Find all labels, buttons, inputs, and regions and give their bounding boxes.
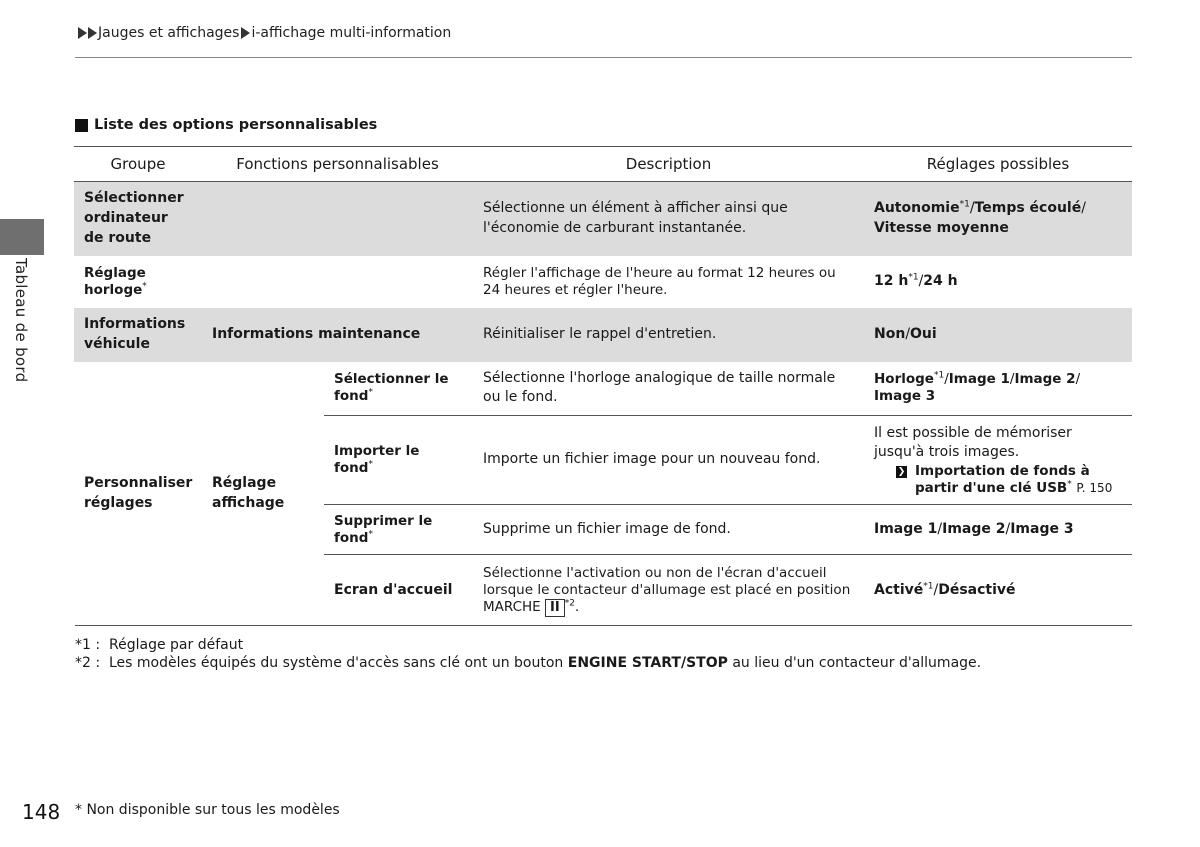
cell-settings: Activé$^{*1}$/Désactivé (874, 581, 1016, 598)
cell-description: Importe un fichier image pour un nouveau fond. (473, 416, 864, 505)
options-table (74, 146, 1132, 627)
cell-settings: Horloge$^{*1}$/Image 1/Image 2/ Image 3 (864, 362, 1132, 416)
header-settings: Réglages possibles (864, 147, 1132, 182)
breadcrumb-item: Jauges et affichages (98, 25, 240, 41)
triangle-right-icon (78, 27, 87, 39)
cell-description: Sélectionne l'activation ou non de l'écran d'accueil lorsque le contacteur d'allumage est placé en position MARCHE II $^{*2}$. (483, 564, 851, 615)
cell-description: Régler l'affichage de l'heure au format 12 heures ou 24 heures et régler l'heure. (483, 264, 836, 298)
cell-settings: Image 1/Image 2/Image 3 (864, 505, 1132, 555)
table-header-row (74, 147, 1132, 182)
triangle-right-icon (88, 27, 97, 39)
header-divider (75, 57, 1132, 58)
table-notes (75, 636, 981, 672)
cell-group: Sélectionner ordinateur de route (74, 182, 202, 256)
table-row (74, 256, 1132, 308)
cell-function (202, 182, 473, 256)
note-2: *2 : Les modèles équipés du système d'accès sans clé ont un bouton ENGINE START/STOP au lieu d'un contacteur d'allumage. (75, 655, 982, 671)
header-group: Groupe (74, 147, 202, 182)
note-1: *1 : Réglage par défaut (75, 637, 244, 653)
header-functions: Fonctions personnalisables (202, 147, 473, 182)
cell-group: Personnaliser réglages (84, 475, 193, 511)
breadcrumb-item: i-affichage multi-information (251, 25, 452, 41)
breadcrumb (78, 25, 453, 41)
cell-subfunction: Sélectionner le fond* (324, 362, 473, 416)
chapter-label: Tableau de bord (12, 258, 30, 383)
cell-subfunction: Importer le fond* (324, 416, 473, 505)
settings-text: Il est possible de mémoriser jusqu'à trois images. (874, 424, 1072, 461)
cell-group: Informations véhicule (74, 308, 202, 362)
cell-subfunction: Ecran d'accueil (334, 581, 453, 598)
cell-group: Réglage horloge* (84, 264, 147, 298)
triangle-right-icon (241, 27, 250, 39)
cell-function: Informations maintenance (202, 308, 473, 362)
cell-settings (864, 416, 1132, 505)
table-bottom-border (75, 625, 1132, 626)
table-row (74, 308, 1132, 362)
table-row (74, 362, 1132, 416)
square-bullet-icon (75, 119, 88, 132)
cell-description: Sélectionne un élément à afficher ainsi que l'économie de carburant instantanée. (473, 182, 864, 256)
cell-function: Réglage affichage (212, 475, 285, 511)
cell-description: Réinitialiser le rappel d'entretien. (473, 308, 864, 362)
section-title-text: Liste des options personnalisables (94, 117, 378, 133)
cell-function (202, 256, 473, 308)
section-title (75, 117, 377, 133)
ignition-position-key: II (545, 599, 565, 617)
chapter-tab (0, 219, 44, 255)
cell-subfunction: Supprimer le fond* (324, 505, 473, 555)
reference-arrow-icon: ❯ (897, 466, 906, 477)
cell-description: Supprime un fichier image de fond. (473, 505, 864, 555)
availability-footnote: * Non disponible sur tous les modèles (75, 802, 340, 818)
page-number: 148 (22, 800, 61, 824)
header-description: Description (473, 147, 864, 182)
cell-settings: Autonomie$^{*1}$/Temps écoulé/ Vitesse moyenne (864, 182, 1132, 256)
cell-description: Sélectionne l'horloge analogique de taille normale ou le fond. (473, 362, 864, 416)
page-reference[interactable]: ❯ Importation de fonds à partir d'une clé USB* P. 150 (897, 462, 1113, 496)
table-row (74, 182, 1132, 256)
cell-settings: Non/Oui (864, 308, 1132, 362)
cell-settings: 12 $h^{*1}/24$ h (874, 272, 958, 289)
